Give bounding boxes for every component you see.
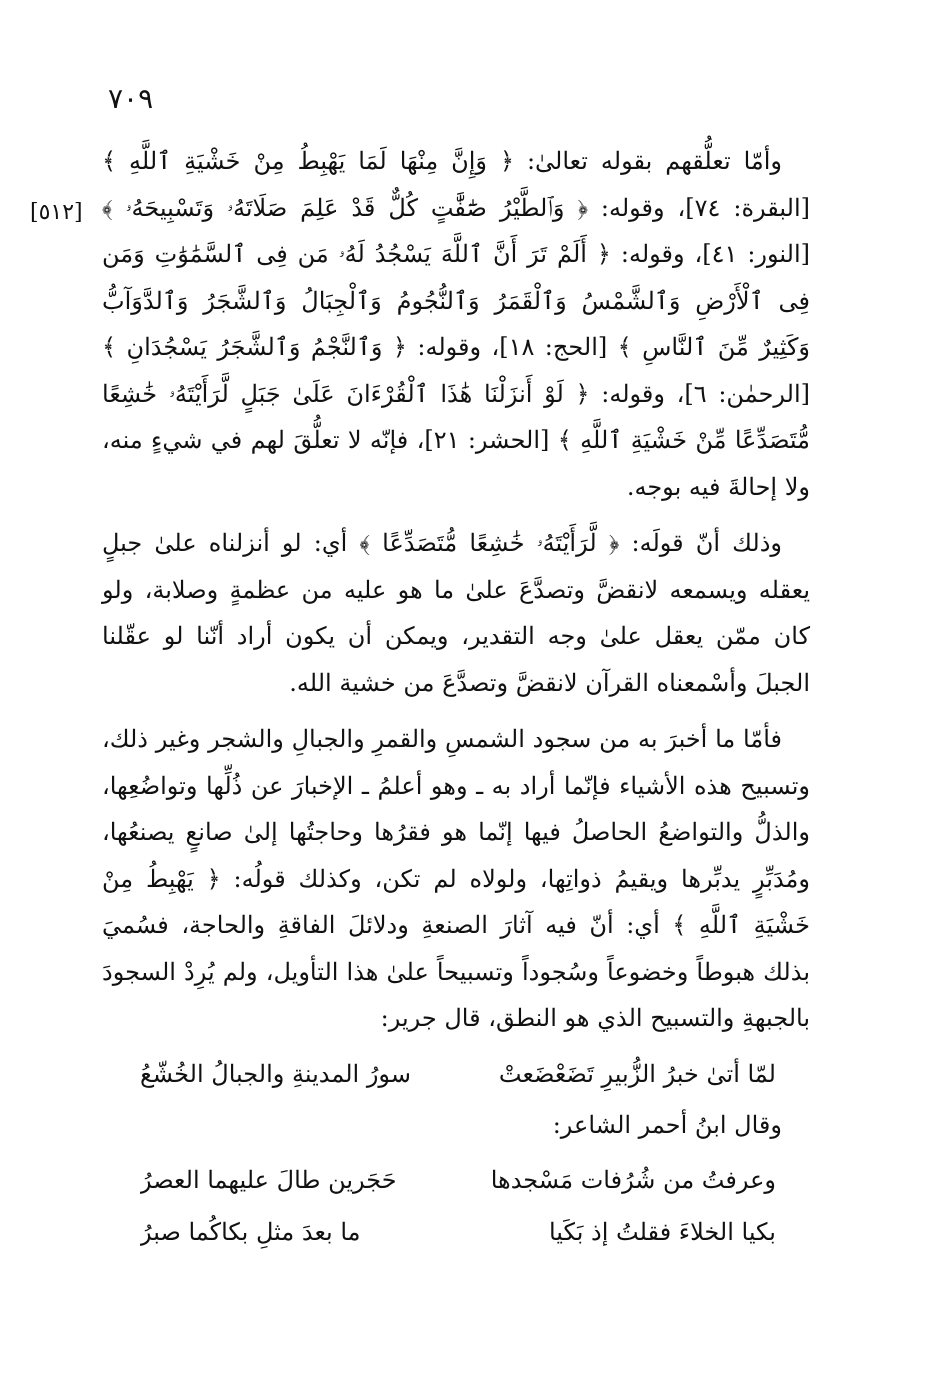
verse-second-hemistich: ما بعدَ مثلِ بكاكُما صبرُ xyxy=(140,1218,361,1246)
verse-line xyxy=(102,1048,810,1100)
verse-line xyxy=(102,1154,810,1206)
verse-line xyxy=(102,1206,810,1258)
verse-first-hemistich: لمّا أتىٰ خبرُ الزُّبيرِ تَضَعْضَعتْ xyxy=(498,1059,776,1088)
poem-jarir xyxy=(102,1048,810,1100)
verse-second-hemistich: سورُ المدينةِ والجبالُ الخُشّعُ xyxy=(140,1059,411,1088)
verse-second-hemistich: حَجَرين طالَ عليهما العصرُ xyxy=(140,1166,397,1194)
paragraph-1: وأمّا تعلُّقهم بقوله تعالىٰ: ﴿ وَإِنَّ مِنْهَا لَمَا يَهْبِطُ مِنْ خَشْيَةِ ٱللَّهِ ﴾ [البقرة: ٧٤]، وقوله: ﴿ وَٱلطَّيْرُ صَٰٓفَّٰتٍ كُلٌّ قَدْ عَلِمَ صَلَاتَهُۥ وَتَسْبِيحَهُۥ ﴾ [النور: ٤١]، وقوله: ﴿ أَلَمْ تَرَ أَنَّ ٱللَّهَ يَسْجُدُ لَهُۥ مَن فِى ٱلسَّمَٰوَٰتِ وَمَن فِى ٱلْأَرْضِ وَٱلشَّمْسُ وَٱلْقَمَرُ وَٱلنُّجُومُ وَٱلْجِبَالُ وَٱلشَّجَرُ وَٱلدَّوَآبُّ وَكَثِيرٌ مِّنَ ٱلنَّاسِ ﴾ [الحج: ١٨]، وقوله: ﴿ وَٱلنَّجْمُ وَٱلشَّجَرُ يَسْجُدَانِ ﴾ [الرحمٰن: ٦]، وقوله: ﴿ لَوْ أَنزَلْنَا هَٰذَا ٱلْقُرْءَانَ عَلَىٰ جَبَلٍ لَّرَأَيْتَهُۥ خَٰشِعًا مُّتَصَدِّعًا مِّنْ خَشْيَةِ ٱللَّهِ ﴾ [الحشر: ٢١]، فإنّه لا تعلُّقَ لهم في شيءٍ منه، ولا إحالةَ فيه بوجه. xyxy=(102,147,811,501)
poem-intro: وقال ابنُ أحمر الشاعر: xyxy=(552,1110,782,1139)
verse-first-hemistich: بكيا الخلاءَ فقلتُ إذ بَكَيا xyxy=(548,1218,776,1246)
poem-ibn-ahmar xyxy=(102,1154,810,1258)
margin-reference: [٥١٢] xyxy=(30,200,83,225)
verse-first-hemistich: وعرفتُ من شُرُفات مَسْجدها xyxy=(490,1166,776,1194)
page-number: ٧٠٩ xyxy=(108,82,154,115)
paragraph-2: وذلك أنّ قولَه: ﴿ لَّرَأَيْتَهُۥ خَٰشِعًا مُّتَصَدِّعًا ﴾ أي: لو أنزلناه علىٰ جبلٍ يعقله ويسمعه لانقضَّ وتصدَّعَ علىٰ ما هو عليه من عظمةٍ وصلابة، ولو كان ممّن يعقل علىٰ وجه التقدير، ويمكن أن يكون أراد أنّنا لو عقّلنا الجبلَ وأسْمعناه القرآن لانقضَّ وتصدَّعَ من خشية الله. xyxy=(102,529,810,697)
text-body xyxy=(102,138,810,1258)
paragraph-3: فأمّا ما أخبرَ به من سجود الشمسِ والقمرِ والجبالِ والشجر وغير ذلك، وتسبيح هذه الأشياء فإنّما أراد به ـ وهو أعلمُ ـ الإخبارَ عن ذُلِّها وتواضُعِها، والذلُّ والتواضعُ الحاصلُ فيها إنّما هو فقرُها وحاجتُها إلىٰ صانعٍ يصنعُها، ومُدَبِّرٍ يدبِّرها ويقيمُ ذواتِها، ولولاه لم تكن، وكذلك قولُه: ﴿ يَهْبِطُ مِنْ خَشْيَةِ ٱللَّهِ ﴾ أي: أنّ فيه آثارَ الصنعةِ ودلائلَ الفاقةِ والحاجة، فسُميَ بذلك هبوطاً وخضوعاً وسُجوداً وتسبيحاً علىٰ هذا التأويل، ولم يُرِدْ السجودَ بالجبهةِ والتسبيح الذي هو النطق، قال جرير: xyxy=(102,725,810,1032)
